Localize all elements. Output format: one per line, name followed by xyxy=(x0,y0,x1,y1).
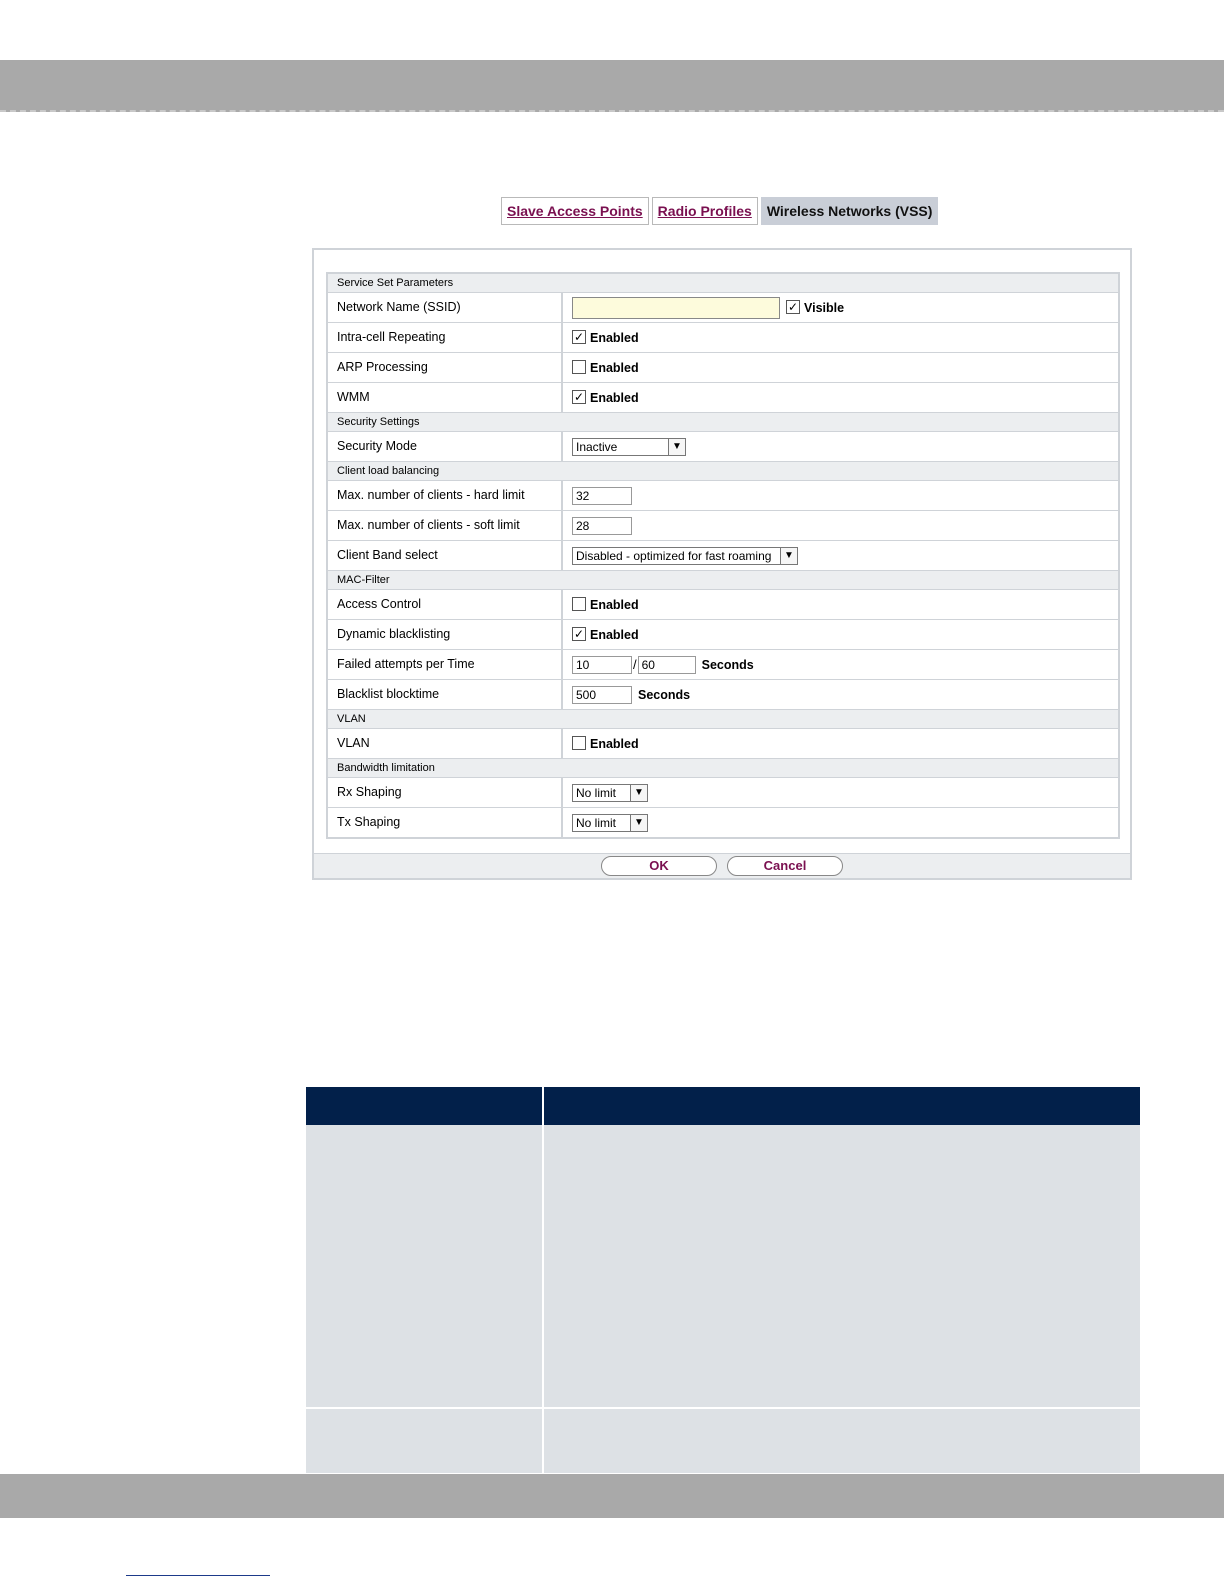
chevron-down-icon: ▼ xyxy=(630,815,647,831)
table-row xyxy=(306,1409,1140,1473)
row-security-mode xyxy=(328,432,1118,462)
header-bar xyxy=(0,60,1224,112)
section-mac-filter: MAC-Filter xyxy=(328,571,1118,590)
dyn-blacklist-label: Dynamic blacklisting xyxy=(328,620,563,649)
description-table xyxy=(306,1087,1140,1473)
footer-rule xyxy=(126,1575,270,1576)
wmm-enabled-label: Enabled xyxy=(590,390,639,405)
chevron-down-icon: ▼ xyxy=(630,785,647,801)
table-row xyxy=(306,1125,1140,1409)
section-service-set: Service Set Parameters xyxy=(328,274,1118,293)
row-dyn-blacklist xyxy=(328,620,1118,650)
section-security: Security Settings xyxy=(328,413,1118,432)
table-cell xyxy=(306,1125,544,1407)
tx-shaping-label: Tx Shaping xyxy=(328,808,563,837)
checkmark-icon: ✓ xyxy=(573,626,585,641)
chevron-down-icon: ▼ xyxy=(668,439,685,455)
rx-shaping-value: No limit xyxy=(576,785,617,800)
band-select-select[interactable] xyxy=(572,547,798,565)
row-max-hard xyxy=(328,481,1118,511)
max-soft-input[interactable]: 28 xyxy=(572,517,632,535)
row-blocktime xyxy=(328,680,1118,710)
section-client-load: Client load balancing xyxy=(328,462,1118,481)
button-bar xyxy=(314,853,1130,878)
band-select-value: Disabled - optimized for fast roaming xyxy=(576,548,772,563)
vlan-label: VLAN xyxy=(328,729,563,758)
max-soft-label: Max. number of clients - soft limit xyxy=(328,511,563,540)
security-mode-select[interactable] xyxy=(572,438,686,456)
security-mode-label: Security Mode xyxy=(328,432,563,461)
section-bandwidth: Bandwidth limitation xyxy=(328,759,1118,778)
tx-shaping-select[interactable] xyxy=(572,814,648,832)
max-hard-label: Max. number of clients - hard limit xyxy=(328,481,563,510)
tab-radio-profiles[interactable]: Radio Profiles xyxy=(652,197,758,225)
wmm-checkbox[interactable] xyxy=(572,390,586,404)
tab-slave-access-points[interactable]: Slave Access Points xyxy=(501,197,649,225)
row-rx-shaping xyxy=(328,778,1118,808)
settings-form xyxy=(326,272,1120,839)
ssid-input[interactable] xyxy=(572,297,780,319)
cancel-button[interactable]: Cancel xyxy=(727,856,843,876)
row-access-control xyxy=(328,590,1118,620)
row-tx-shaping xyxy=(328,808,1118,837)
dyn-blacklist-enabled-label: Enabled xyxy=(590,627,639,642)
failed-time-input[interactable]: 60 xyxy=(638,656,696,674)
intra-cell-label: Intra-cell Repeating xyxy=(328,323,563,352)
table-header xyxy=(306,1087,1140,1125)
settings-panel xyxy=(312,248,1132,880)
row-arp xyxy=(328,353,1118,383)
intra-cell-checkbox[interactable] xyxy=(572,330,586,344)
row-vlan xyxy=(328,729,1118,759)
dyn-blacklist-checkbox[interactable] xyxy=(572,627,586,641)
blocktime-input[interactable]: 500 xyxy=(572,686,632,704)
row-wmm xyxy=(328,383,1118,413)
row-failed-attempts xyxy=(328,650,1118,680)
checkmark-icon: ✓ xyxy=(787,299,799,314)
arp-label: ARP Processing xyxy=(328,353,563,382)
failed-attempts-label: Failed attempts per Time xyxy=(328,650,563,679)
table-cell xyxy=(544,1125,1140,1407)
ok-button[interactable]: OK xyxy=(601,856,717,876)
arp-checkbox[interactable] xyxy=(572,360,586,374)
failed-attempts-input[interactable]: 10 xyxy=(572,656,632,674)
vlan-checkbox[interactable] xyxy=(572,736,586,750)
checkmark-icon: ✓ xyxy=(573,389,585,404)
rx-shaping-label: Rx Shaping xyxy=(328,778,563,807)
access-control-checkbox[interactable] xyxy=(572,597,586,611)
wmm-label: WMM xyxy=(328,383,563,412)
table-cell xyxy=(544,1409,1140,1473)
visible-label: Visible xyxy=(804,300,845,315)
access-control-label: Access Control xyxy=(328,590,563,619)
max-hard-input[interactable]: 32 xyxy=(572,487,632,505)
tab-bar xyxy=(501,197,941,225)
row-band-select xyxy=(328,541,1118,571)
chevron-down-icon: ▼ xyxy=(780,548,797,564)
tx-shaping-value: No limit xyxy=(576,815,617,830)
section-vlan: VLAN xyxy=(328,710,1118,729)
checkmark-icon: ✓ xyxy=(573,329,585,344)
blocktime-unit: Seconds xyxy=(638,687,691,702)
failed-time-unit: Seconds xyxy=(701,657,754,672)
row-intra-cell xyxy=(328,323,1118,353)
header-cell-field xyxy=(306,1087,544,1125)
security-mode-value: Inactive xyxy=(576,439,618,454)
access-control-enabled-label: Enabled xyxy=(590,597,639,612)
blocktime-label: Blacklist blocktime xyxy=(328,680,563,709)
vlan-enabled-label: Enabled xyxy=(590,736,639,751)
separator-slash: / xyxy=(633,657,637,672)
rx-shaping-select[interactable] xyxy=(572,784,648,802)
network-name-label: Network Name (SSID) xyxy=(328,293,563,322)
row-max-soft xyxy=(328,511,1118,541)
table-cell xyxy=(306,1409,544,1473)
tab-wireless-networks[interactable]: Wireless Networks (VSS) xyxy=(761,197,939,225)
row-network-name xyxy=(328,293,1118,323)
band-select-label: Client Band select xyxy=(328,541,563,570)
visible-checkbox[interactable] xyxy=(786,300,800,314)
arp-enabled-label: Enabled xyxy=(590,360,639,375)
intra-cell-enabled-label: Enabled xyxy=(590,330,639,345)
footer-bar xyxy=(0,1474,1224,1518)
